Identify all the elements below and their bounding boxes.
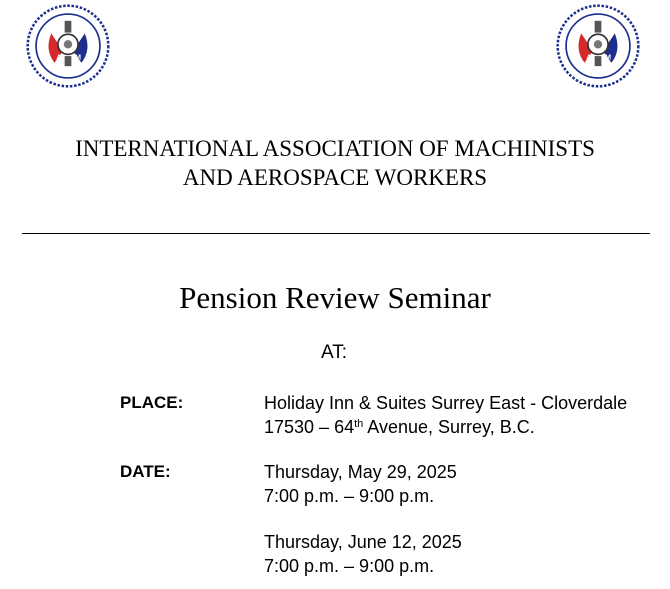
page-title: Pension Review Seminar <box>179 280 491 315</box>
place-venue: Holiday Inn & Suites Surrey East - Cloverdale <box>264 393 628 413</box>
svg-text:M: M <box>74 52 82 62</box>
date-day: Thursday, June 12, 2025 <box>264 532 462 552</box>
date-day: Thursday, May 29, 2025 <box>264 462 457 482</box>
horizontal-divider <box>22 233 650 234</box>
org-line-2: AND AEROSPACE WORKERS <box>182 165 488 190</box>
seal-graphic <box>558 6 639 87</box>
svg-text:A: A <box>586 52 592 62</box>
organization-name <box>0 134 670 192</box>
date-time: 7:00 p.m. – 9:00 p.m. <box>264 556 435 576</box>
at-label: AT: <box>321 342 348 363</box>
date-label: DATE: <box>120 462 171 481</box>
seal-graphic <box>28 6 109 87</box>
place-value <box>264 391 627 439</box>
svg-text:A: A <box>56 52 62 62</box>
iam-seal-icon <box>26 4 110 88</box>
date-entry-2 <box>264 530 462 578</box>
date-time: 7:00 p.m. – 9:00 p.m. <box>264 486 435 506</box>
place-address <box>264 415 627 439</box>
address-number: 17530 – 64 <box>264 417 355 437</box>
place-label: PLACE: <box>120 393 184 412</box>
iam-seal-icon <box>556 4 640 88</box>
address-street: Avenue, Surrey, B.C. <box>363 417 535 437</box>
date-entry-1 <box>264 460 457 508</box>
svg-text:M: M <box>604 52 612 62</box>
org-line-1: INTERNATIONAL ASSOCIATION OF MACHINISTS <box>75 136 595 161</box>
address-ordinal: th <box>354 418 364 430</box>
